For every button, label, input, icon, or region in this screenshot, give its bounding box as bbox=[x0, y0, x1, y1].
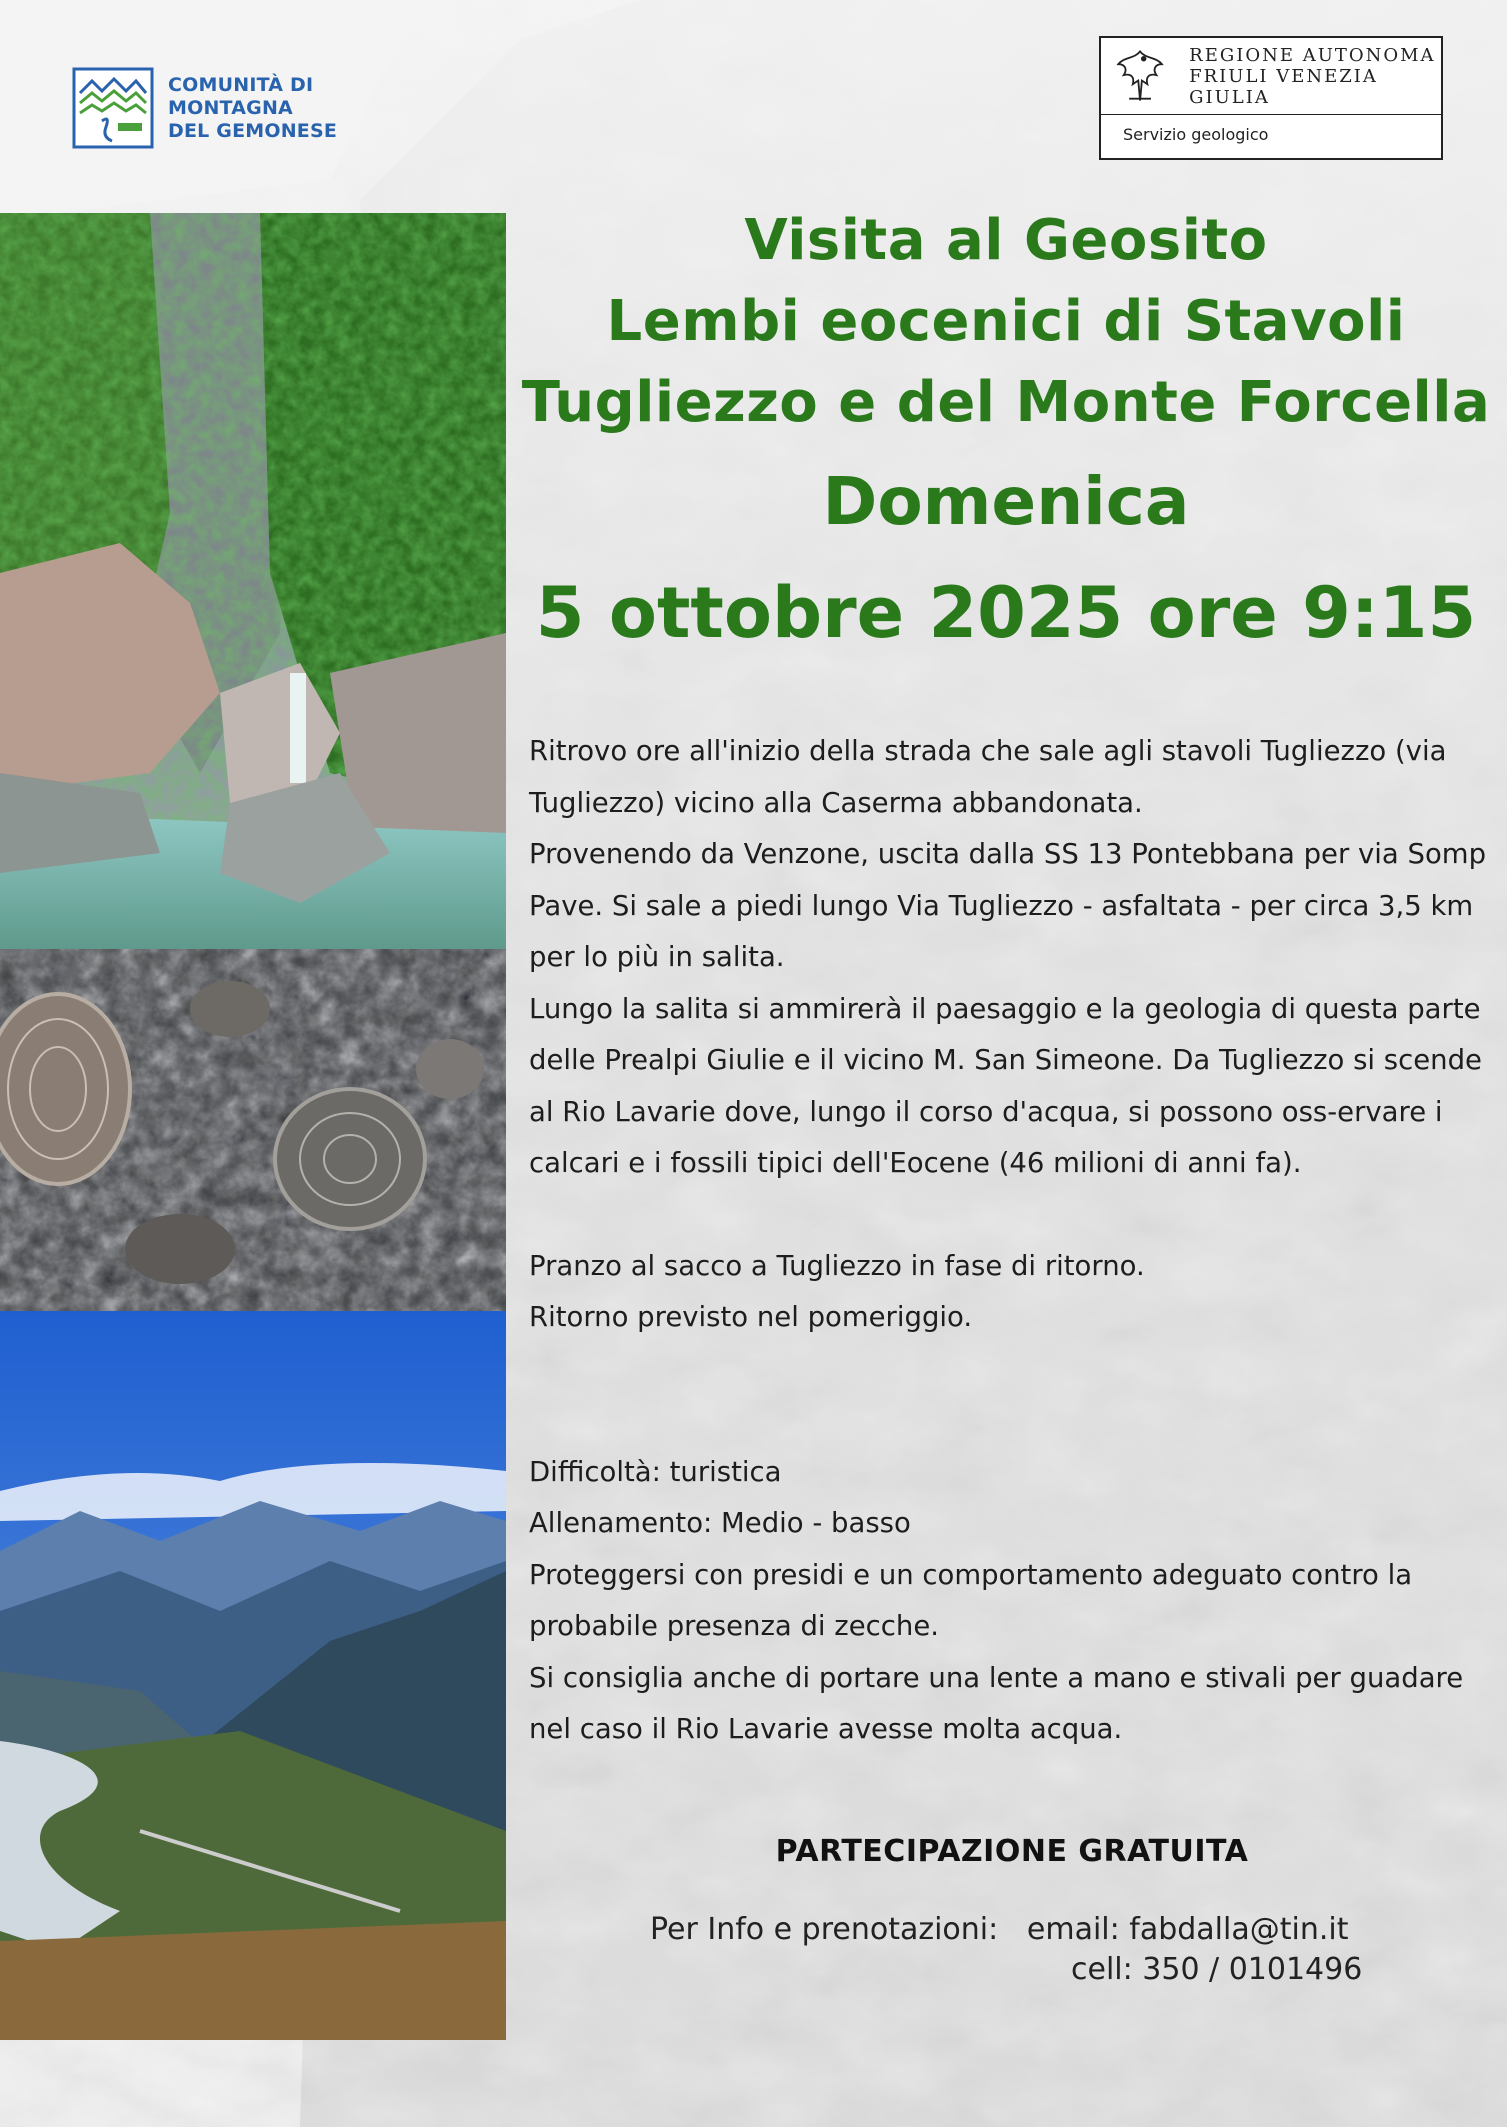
fossils-photo bbox=[0, 949, 506, 1311]
community-name-line: DEL GEMONESE bbox=[168, 119, 338, 142]
event-headline bbox=[506, 200, 1506, 665]
itinerary-paragraph: Lungo la salita si ammirerà il paesaggio e la geologia di questa parte delle Prealpi Giulie e il vicino M. San Simeone. Da Tugliezzo si scende al Rio Lavarie dove, lungo il corso d'acqua, si possono oss-ervare i calcari e i fossili tipici dell'Eocene (46 milioni di anni fa). bbox=[529, 992, 1482, 1179]
headline-line: Visita al Geosito bbox=[744, 208, 1268, 273]
regione-fvg-logo bbox=[1099, 36, 1443, 160]
community-name-line: COMUNITÀ DI bbox=[168, 73, 314, 96]
training-text: Allenamento: Medio - basso bbox=[529, 1507, 911, 1539]
eagle-emblem-icon bbox=[1111, 41, 1169, 111]
ticks-warning-text: Proteggersi con presidi e un comportamento adeguato contro la probabile presenza di zecche. bbox=[529, 1558, 1413, 1642]
community-name-line: MONTAGNA bbox=[168, 96, 293, 119]
region-name-line: FRIULI VENEZIA GIULIA bbox=[1189, 65, 1378, 108]
service-name: Servizio geologico bbox=[1123, 125, 1269, 144]
lunch-text: Pranzo al sacco a Tugliezzo in fase di ritorno. bbox=[529, 1249, 1145, 1282]
contact-label: Per Info e prenotazioni: bbox=[650, 1912, 999, 1947]
meeting-point-paragraph: Ritrovo ore all'inizio della strada che sale agli stavoli Tugliezzo (via Tugliezzo) vicino alla Caserma abbandonata. bbox=[529, 735, 1447, 819]
comunita-montagna-logo bbox=[72, 62, 372, 154]
event-day: Domenica bbox=[822, 463, 1190, 540]
directions-paragraph: Provenendo da Venzone, uscita dalla SS 13 Pontebbana per via Somp Pave. Si sale a piedi lungo Via Tugliezzo - asfaltata - per circa 3,5 km per lo più in salita. bbox=[529, 838, 1487, 973]
gorge-waterfall-photo bbox=[0, 213, 506, 949]
contact-info bbox=[650, 1910, 1430, 1990]
region-name bbox=[1189, 45, 1441, 108]
photo-column bbox=[0, 213, 506, 2040]
community-emblem-icon bbox=[72, 67, 154, 149]
contact-email[interactable]: email: fabdalla@tin.it bbox=[1026, 1912, 1349, 1947]
event-date: 5 ottobre 2025 ore 9:15 bbox=[535, 572, 1477, 654]
community-name bbox=[168, 74, 337, 143]
headline-line: Tugliezzo e del Monte Forcella bbox=[521, 370, 1491, 435]
free-participation-banner: PARTECIPAZIONE GRATUITA bbox=[775, 1834, 1249, 1869]
return-text: Ritorno previsto nel pomeriggio. bbox=[529, 1301, 973, 1333]
headline-line: Lembi eocenici di Stavoli bbox=[606, 289, 1406, 354]
equipment-advice-text: Si consiglia anche di portare una lente a mano e stivali per guadare nel caso il Rio Lavarie avesse molta acqua. bbox=[529, 1661, 1464, 1745]
contact-phone[interactable]: cell: 350 / 0101496 bbox=[1071, 1952, 1363, 1987]
valley-panorama-photo bbox=[0, 1311, 506, 2040]
event-description bbox=[529, 726, 1489, 1756]
region-name-line: REGIONE AUTONOMA bbox=[1189, 44, 1436, 66]
difficulty-text: Difficoltà: turistica bbox=[529, 1455, 782, 1488]
